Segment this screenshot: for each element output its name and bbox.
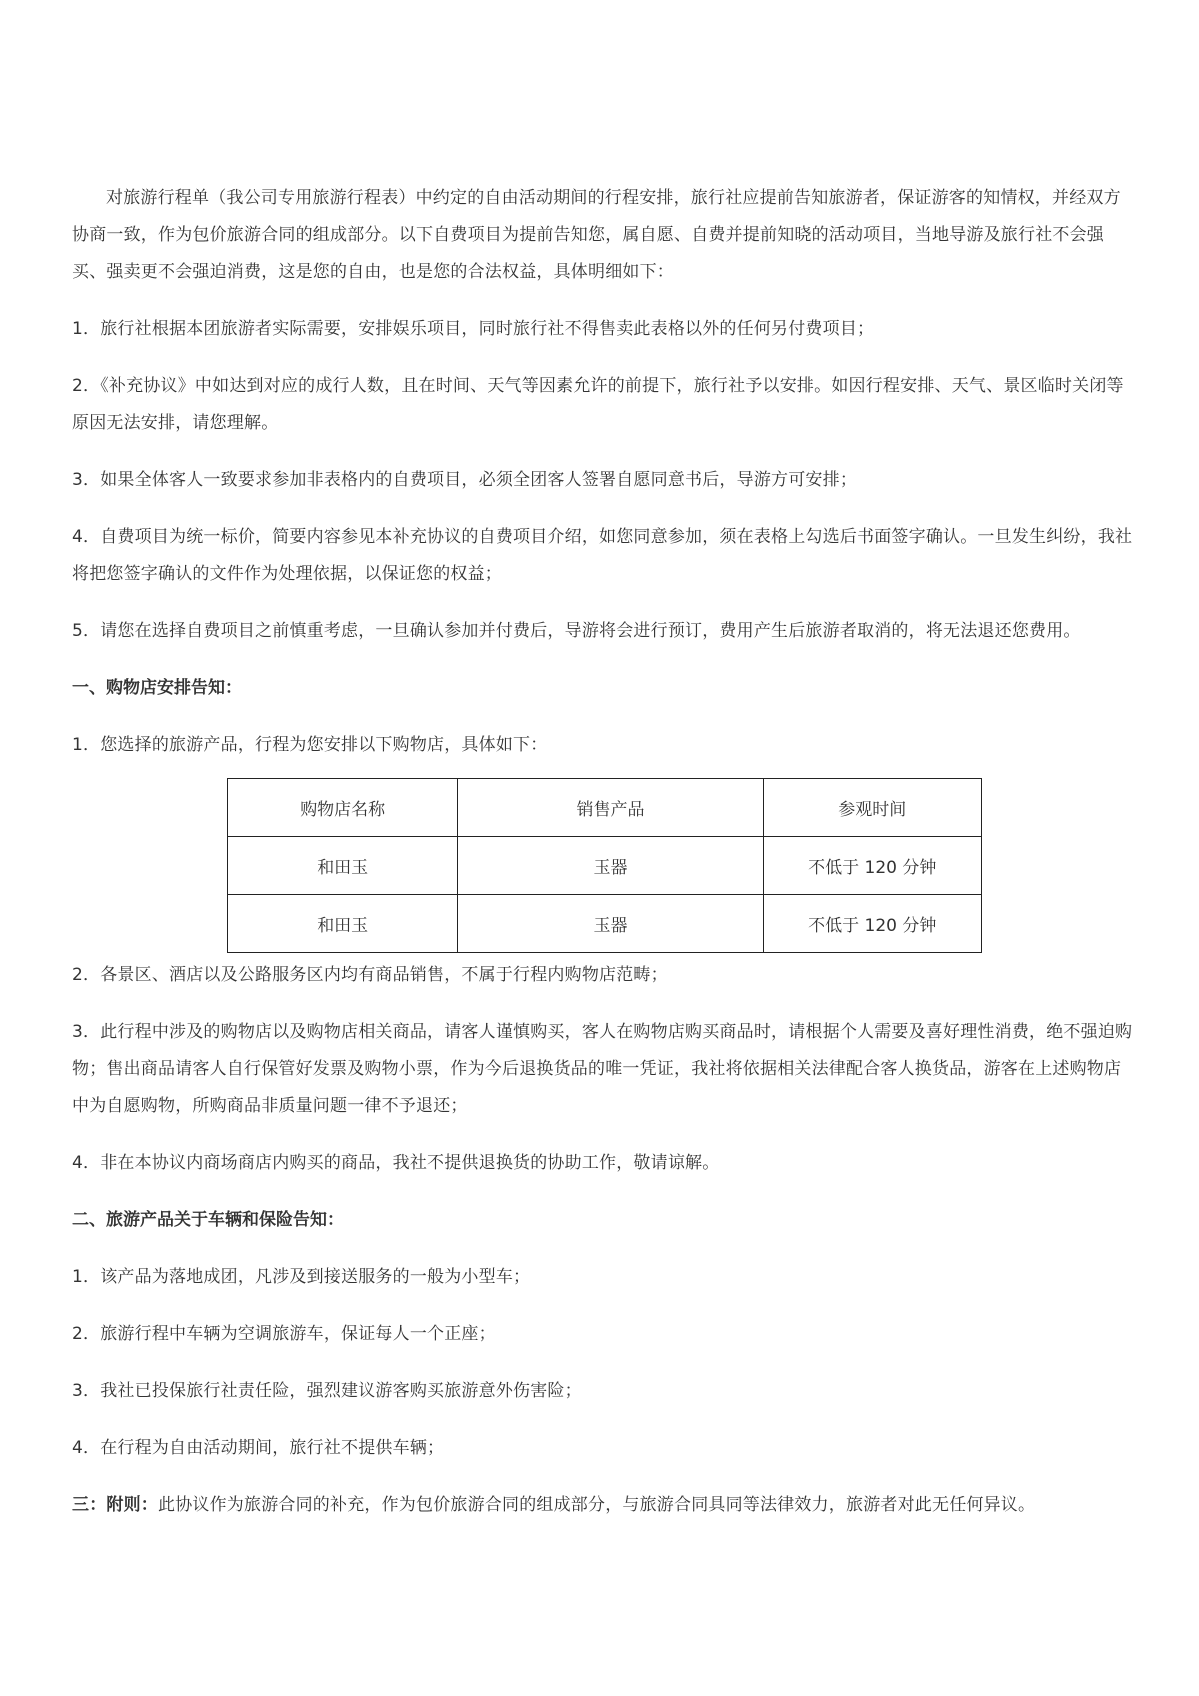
table-cell: 不低于 120 分钟 xyxy=(763,837,981,895)
list-item: 2．旅游行程中车辆为空调旅游车，保证每人一个正座； xyxy=(72,1324,496,1344)
table-cell: 不低于 120 分钟 xyxy=(763,895,981,953)
table-row xyxy=(228,837,982,895)
table-cell: 玉器 xyxy=(458,837,763,895)
table-header-cell: 购物店名称 xyxy=(228,779,458,837)
list-item: 1．旅行社根据本团旅游者实际需要，安排娱乐项目，同时旅行社不得售卖此表格以外的任何另付费项目； xyxy=(72,319,875,339)
list-item: 3．如果全体客人一致要求参加非表格内的自费项目，必须全团客人签署自愿同意书后，导游方可安排； xyxy=(72,470,858,490)
list-item: 3．此行程中涉及的购物店以及购物店相关商品，请客人谨慎购买，客人在购物店购买商品时，请根据个人需要及喜好理性消费，绝不强迫购物；售出商品请客人自行保管好发票及购物小票，作为今后退换货品的唯一凭证，我社将依据相关法律配合客人换货品，游客在上述购物店中为自愿购物，所购商品非质量问题一律不予退还； xyxy=(72,1022,1133,1116)
section-heading-shopping: 一、购物店安排告知： xyxy=(72,678,242,698)
list-item: 1．该产品为落地成团，凡涉及到接送服务的一般为小型车； xyxy=(72,1267,531,1287)
list-item: 4．非在本协议内商场商店内购买的商品，我社不提供退换货的协助工作，敬请谅解。 xyxy=(72,1153,720,1173)
table-header-row xyxy=(228,779,982,837)
appendix-paragraph xyxy=(72,1487,1136,1524)
table-cell: 和田玉 xyxy=(228,837,458,895)
list-item: 5．请您在选择自费项目之前慎重考虑，一旦确认参加并付费后，导游将会进行预订，费用产生后旅游者取消的，将无法退还您费用。 xyxy=(72,621,1081,641)
section-heading-vehicle-insurance: 二、旅游产品关于车辆和保险告知： xyxy=(72,1210,344,1230)
list-item: 1．您选择的旅游产品，行程为您安排以下购物店，具体如下： xyxy=(72,735,548,755)
list-item: 4．在行程为自由活动期间，旅行社不提供车辆； xyxy=(72,1438,445,1458)
list-item: 3．我社已投保旅行社责任险，强烈建议游客购买旅游意外伤害险； xyxy=(72,1381,582,1401)
document-body xyxy=(72,180,1136,1544)
appendix-lead: 三：附则： xyxy=(72,1495,158,1515)
list-item: 2．《补充协议》中如达到对应的成行人数，且在时间、天气等因素允许的前提下，旅行社予以安排。如因行程安排、天气、景区临时关闭等原因无法安排，请您理解。 xyxy=(72,376,1124,433)
list-item: 4．自费项目为统一标价，简要内容参见本补充协议的自费项目介绍，如您同意参加，须在表格上勾选后书面签字确认。一旦发生纠纷，我社将把您签字确认的文件作为处理依据，以保证您的权益； xyxy=(72,527,1133,584)
intro-paragraph: 对旅游行程单（我公司专用旅游行程表）中约定的自由活动期间的行程安排，旅行社应提前告知旅游者，保证游客的知情权，并经双方协商一致，作为包价旅游合同的组成部分。以下自费项目为提前告知您，属自愿、自费并提前知晓的活动项目，当地导游及旅行社不会强买、强卖更不会强迫消费，这是您的自由，也是您的合法权益，具体明细如下： xyxy=(72,188,1121,282)
shopping-table xyxy=(227,778,982,953)
table-header-cell: 参观时间 xyxy=(763,779,981,837)
list-item: 2．各景区、酒店以及公路服务区内均有商品销售，不属于行程内购物店范畴； xyxy=(72,965,668,985)
table-row xyxy=(228,895,982,953)
appendix-text: 此协议作为旅游合同的补充，作为包价旅游合同的组成部分，与旅游合同具同等法律效力，旅游者对此无任何异议。 xyxy=(158,1495,1036,1515)
table-cell: 玉器 xyxy=(458,895,763,953)
table-cell: 和田玉 xyxy=(228,895,458,953)
table-header-cell: 销售产品 xyxy=(458,779,763,837)
